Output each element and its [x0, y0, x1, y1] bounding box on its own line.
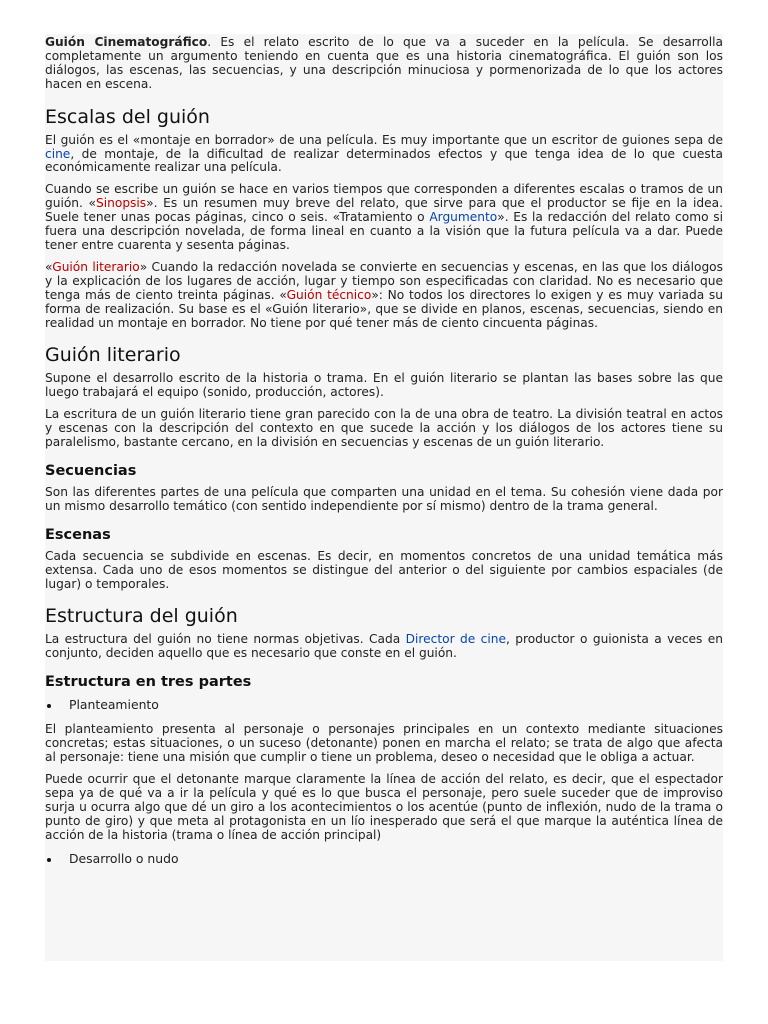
secuencias-paragraph: Son las diferentes partes de una película que comparten una unidad en el tema. Su cohesión viene dada por un mismo desarrollo temático (con sentido independiente por sí mismo) dentro de la trama general. [45, 484, 723, 513]
article-body [45, 34, 723, 867]
text-span: ». Es la redacción del relato como si fuera una descripción novelada, de forma lineal en cuanto a la visión que la futura película va a dar. Puede tener entre cuarenta y sesenta páginas. [45, 210, 723, 252]
heading-escalas: Escalas del guión [45, 105, 210, 128]
link-guion-tecnico[interactable]: Guión técnico [286, 287, 372, 302]
planteamiento-paragraph-2: Puede ocurrir que el detonante marque claramente la línea de acción del relato, es decir, que el espectador sepa ya de qué va a ir la película y qué es lo que busca el personaje, pero suele suceder que de improviso surja u ocurra algo que dé un giro a los acontecimientos o los acentúe (punto de inflexión, nudo de la trama o punto de giro) y que meta al protagonista en un lío inesperado que será el que marque la auténtica línea de acción de la historia (trama o línea de acción principal) [45, 772, 723, 842]
list-item-planteamiento: Planteamiento [45, 697, 723, 713]
escenas-paragraph: Cada secuencia se subdivide en escenas. Es decir, en momentos concretos de una unidad temática más extensa. Cada uno de esos momentos se distingue del anterior o del siguiente por cambios espaciales (de lugar) o temporales. [45, 548, 723, 591]
literario-paragraph-1: Supone el desarrollo escrito de la historia o trama. En el guión literario se plantan las bases sobre las que luego trabajará el equipo (sonido, producción, actores). [45, 371, 723, 400]
bullet-list [45, 697, 723, 713]
intro-term: Guión Cinematográfico [45, 35, 208, 49]
link-director-de-cine[interactable]: Director de cine [405, 632, 506, 647]
link-sinopsis[interactable]: Sinopsis [96, 196, 147, 211]
list-item-desarrollo: Desarrollo o nudo [45, 851, 723, 867]
text-span: ». Es un resumen muy breve del relato, que sirve para que el productor se fije en la idea. Suele tener unas pocas páginas, cinco o seis. «Tratamiento o [45, 196, 723, 225]
heading-guion-literario: Guión literario [45, 344, 181, 367]
escalas-paragraph-3 [45, 261, 723, 331]
text-span: El guión es el «montaje en borrador» de una película. Es muy importante que un escritor de guiones sepa de [45, 132, 723, 147]
link-guion-literario[interactable]: Guión literario [52, 259, 140, 274]
planteamiento-paragraph-1: El planteamiento presenta al personaje o personajes principales en un contexto mediante situaciones concretas; estas situaciones, o un suceso (detonante) ponen en marcha el relato; se trata de algo que afecta al personaje: tiene una misión que cumplir o tiene un problema, deseo o necesidad que le obliga a actuar. [45, 722, 723, 765]
link-cine[interactable]: cine [45, 146, 71, 161]
text-span: La estructura del guión no tiene normas objetivas. Cada [45, 632, 406, 647]
document-page [45, 34, 723, 961]
link-argumento[interactable]: Argumento [429, 210, 498, 225]
escalas-paragraph-2 [45, 183, 723, 253]
text-span: « [45, 259, 53, 274]
heading-secuencias: Secuencias [45, 462, 137, 479]
text-span: »: No todos los directores lo exigen y es muy variada su forma de realización. Su base es el «Guión literario», que se divide en planos, escenas, secuencias, siendo en realidad un montaje en borrador. No tiene por qué tener más de ciento cincuenta páginas. [45, 287, 723, 330]
intro-paragraph [45, 36, 723, 92]
estructura-paragraph [45, 633, 723, 661]
literario-paragraph-2: La escritura de un guión literario tiene gran parecido con la de una obra de teatro. La división teatral en actos y escenas con la descripción del contexto en que sucede la acción y los diálogos de los actores tiene su paralelismo, bastante cercano, en la división en secuencias y escenas de un guión literario. [45, 407, 723, 450]
heading-tres-partes: Estructura en tres partes [45, 674, 252, 691]
heading-escenas: Escenas [45, 526, 111, 543]
text-span: » Cuando la redacción novelada se convierte en secuencias y escenas, en las que los diálogos y la explicación de los lugares de acción, lugar y tiempo son especificadas con claridad. No es necesario que tenga más de ciento treinta páginas. « [45, 259, 723, 302]
heading-estructura: Estructura del guión [45, 605, 238, 628]
text-span: , de montaje, de la dificultad de realizar determinados efectos y que tenga idea de lo que cuesta económicamente realizar una película. [45, 146, 723, 175]
text-span: , productor o guionista a veces en conjunto, deciden aquello que es necesario que conste en el guión. [45, 632, 723, 661]
escalas-paragraph-1 [45, 134, 723, 176]
intro-text: . Es el relato escrito de lo que va a suceder en la película. Se desarrolla completamente un argumento teniendo en cuenta que es una historia cinematográfica. El guión son los diálogos, las escenas, las secuencias, y una descripción minuciosa y pormenorizada de lo que los actores hacen en escena. [45, 35, 723, 91]
text-span: Cuando se escribe un guión se hace en varios tiempos que corresponden a diferentes escalas o tramos de un guión. « [45, 182, 723, 211]
bullet-list [45, 851, 723, 867]
